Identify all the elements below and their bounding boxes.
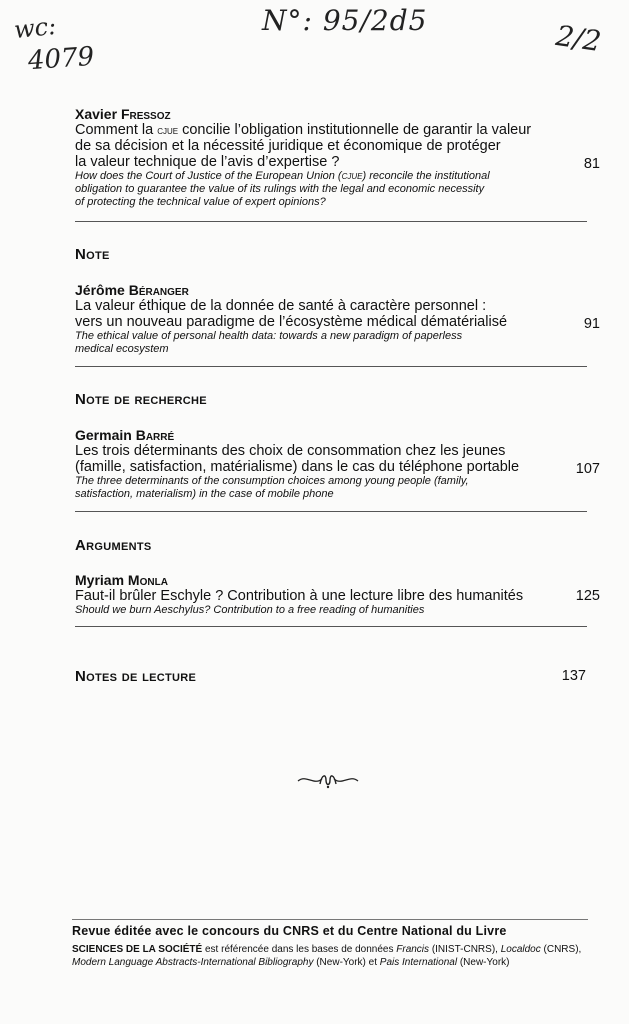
page-number: 137 [561, 668, 586, 684]
divider [75, 221, 587, 222]
database-name: Francis [396, 944, 430, 955]
footer-text: (New-York) et [313, 957, 380, 968]
title-line: Faut-il brûler Eschyle ? Contribution à une lecture libre des humanités [75, 588, 524, 604]
footer-text: (INIST-CNRS), [429, 944, 501, 955]
acronym: cjue [157, 123, 179, 137]
database-name: Localdoc [500, 944, 541, 955]
footer-title: Revue éditée avec le concours du CNRS et du Centre National du Livre [72, 924, 507, 938]
title-line: Les trois déterminants des choix de consommation chez les jeunes [75, 443, 506, 459]
article-title-en [75, 170, 587, 209]
article-title-fr [75, 298, 587, 330]
footer-divider [72, 919, 588, 920]
page-number: 91 [583, 316, 600, 332]
author-last-name: Monla [127, 572, 168, 588]
title-text: concilie l’obligation institutionnelle de garantir la valeur [178, 122, 532, 138]
article-title-en [75, 604, 587, 617]
database-name: Pais International [379, 957, 458, 968]
article-title-fr [75, 122, 587, 170]
title-line: vers un nouveau paradigme de l’écosystème médical dématérialisé [75, 314, 508, 330]
handwritten-note-wc: wc: [12, 11, 58, 45]
handwritten-note-number: 4079 [27, 41, 96, 77]
author-first-name: Myriam [75, 572, 125, 588]
author-name [75, 572, 587, 588]
toc-entry-beranger [75, 282, 600, 356]
footer-text: est référencée dans les bases de données [202, 944, 397, 955]
title-line: The three determinants of the consumption choices among young people (family, [75, 475, 469, 487]
title-line: Should we burn Aeschylus? Contribution to a free reading of humanities [75, 604, 425, 616]
title-text: Comment la [75, 122, 158, 138]
author-first-name: Xavier [75, 106, 118, 122]
author-last-name: Fressoz [120, 106, 171, 122]
footer-text: (CNRS), [540, 944, 582, 955]
title-line: The ethical value of personal health data: towards a new paradigm of paperless [75, 330, 463, 342]
title-line: (famille, satisfaction, matérialisme) dans le cas du téléphone portable [75, 459, 520, 475]
handwritten-page-marker: 2/2 [553, 19, 604, 58]
title-line: La valeur éthique de la donnée de santé à caractère personnel : [75, 298, 487, 314]
author-first-name: Germain [75, 427, 132, 443]
title-line: obligation to guarantee the value of its rulings with the legal and economic necessity [75, 183, 485, 195]
toc-entry-barre [75, 427, 600, 501]
page-number: 107 [575, 461, 600, 477]
divider [75, 511, 587, 512]
page-number: 81 [583, 156, 600, 172]
divider [75, 366, 587, 367]
article-title-en [75, 330, 587, 356]
acronym: cjue [341, 170, 363, 182]
divider [75, 626, 587, 627]
author-name [75, 282, 587, 298]
decorative-ornament [296, 770, 360, 790]
section-heading-note-de-recherche: Note de recherche [75, 391, 207, 408]
article-title-en [75, 475, 587, 501]
footer-indexing-line-1 [72, 944, 588, 956]
database-name: Modern Language Abstracts-International Bibliography [72, 957, 314, 968]
title-line: la valeur technique de l’avis d’expertise ? [75, 154, 340, 170]
author-name [75, 427, 587, 443]
handwritten-reference: N°: 95/2d5 [262, 4, 428, 37]
author-first-name: Jérôme [75, 282, 125, 298]
title-line: medical ecosystem [75, 343, 169, 355]
author-last-name: Béranger [128, 282, 189, 298]
article-title-fr [75, 443, 587, 475]
footer-text: (New-York) [457, 957, 510, 968]
toc-entry-fressoz [75, 106, 600, 209]
title-line: satisfaction, materialism) in the case of mobile phone [75, 488, 334, 500]
author-last-name: Barré [135, 427, 175, 443]
section-heading-note: Note [75, 246, 110, 263]
section-heading-arguments: Arguments [75, 537, 152, 554]
title-line: of protecting the technical value of expert opinions? [75, 196, 326, 208]
title-line: de sa décision et la nécessité juridique et économique de protéger [75, 138, 501, 154]
article-title-fr [75, 588, 587, 604]
title-text: How does the Court of Justice of the European Union ( [75, 170, 342, 182]
page-number: 125 [575, 588, 600, 604]
toc-entry-monla [75, 572, 600, 617]
section-heading-notes-de-lecture: Notes de lecture [75, 668, 197, 685]
title-text: ) reconcile the institutional [362, 170, 490, 182]
author-name [75, 106, 587, 122]
journal-name: SCIENCES DE LA SOCIÉTÉ [72, 944, 203, 955]
footer-indexing-line-2 [72, 957, 588, 969]
